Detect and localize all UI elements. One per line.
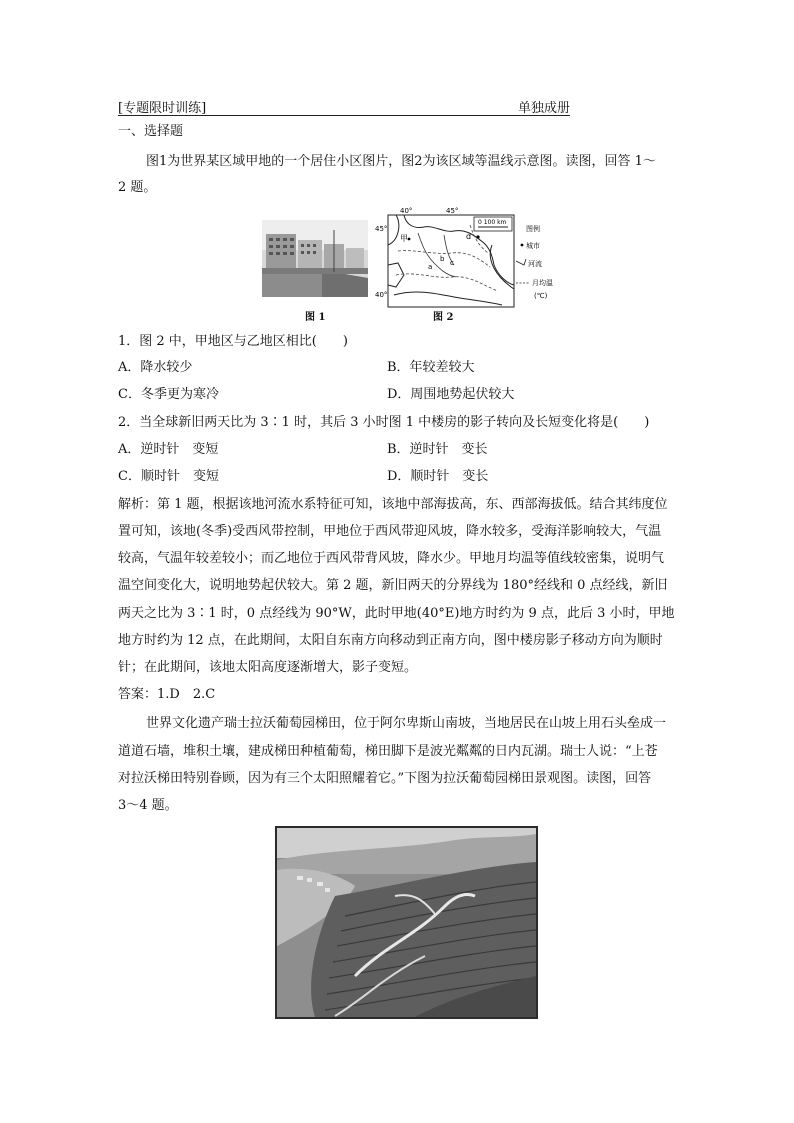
- vineyard-photo: [275, 826, 538, 1019]
- legend-isotherm: 月均温: [532, 279, 553, 287]
- q1-option-a: A．降水较少: [118, 360, 193, 375]
- q1-stem: 1．图 2 中，甲地区与乙地区相比( ): [118, 334, 348, 349]
- analysis-line-7: 针；在此期间，该地太阳高度逐渐增大，影子变短。: [118, 660, 418, 675]
- lon-label-45: 45°: [446, 207, 459, 215]
- point-d: d: [466, 232, 472, 241]
- point-c: c: [450, 259, 454, 267]
- intro2-line-1: 世界文化遗产瑞士拉沃葡萄园梯田，位于阿尔卑斯山南坡，当地居民在山坡上用石头垒成一: [146, 716, 667, 731]
- q2-option-c: C．顺时针 变短: [118, 469, 219, 484]
- intro1-line2: 2 题。: [118, 180, 157, 195]
- legend-unit: (℃): [534, 292, 548, 300]
- point-b: b: [440, 255, 445, 263]
- q1-option-d: D．周围地势起伏较大: [387, 387, 515, 402]
- header-left: [专题限时训练]: [118, 101, 207, 116]
- q1-option-b: B．年较差较大: [387, 360, 475, 375]
- page-header: [118, 97, 570, 116]
- figure-2-caption: 图 2: [433, 312, 454, 323]
- point-jia: 甲: [400, 234, 408, 243]
- q2-option-a: A．逆时针 变短: [118, 442, 219, 457]
- lat-label-40: 40°: [375, 291, 388, 299]
- analysis-line-1: 解析：第 1 题，根据该地河流水系特征可知，该地中部海拔高，东、西部海拔低。结合其纬度位: [118, 497, 668, 512]
- figure-1-caption: 图 1: [305, 312, 326, 323]
- analysis-line-2: 置可知，该地(冬季)受西风带控制，甲地位于西风带迎风坡，降水较多，受海洋影响较大，气温: [118, 524, 662, 539]
- section-title: 一、选择题: [118, 124, 184, 139]
- analysis-line-4: 温空间变化大，说明地势起伏较大。第 2 题，新旧两天的分界线为 180°经线和 0 点经线，新旧: [118, 578, 668, 593]
- analysis-line-6: 地方时约为 12 点，在此期间，太阳自东南方向移动到正南方向，图中楼房影子移动方向为顺时: [118, 633, 663, 648]
- q2-option-b: B．逆时针 变长: [387, 442, 488, 457]
- scale-label: 0 100 km: [478, 219, 507, 226]
- q2-option-d: D．顺时针 变长: [387, 469, 489, 484]
- intro2-line-4: 3～4 题。: [118, 798, 178, 813]
- header-right: 单独成册: [517, 101, 570, 116]
- legend-river: 河流: [528, 260, 542, 268]
- figure-2-map: [374, 205, 560, 309]
- figure-1-photo: [262, 220, 368, 297]
- legend-title: 图例: [526, 225, 540, 233]
- q1-option-c: C．冬季更为寒冷: [118, 387, 219, 402]
- answer-line: 答案：1.D 2.C: [118, 687, 216, 702]
- intro2-line-2: 道道石墙，堆积土壤，建成梯田种植葡萄，梯田脚下是波光粼粼的日内瓦湖。瑞士人说：“上苍: [118, 744, 658, 759]
- lon-label-40: 40°: [400, 207, 413, 215]
- analysis-line-3: 较高，气温年较差较小；而乙地位于西风带背风坡，降水少。甲地月均温等值线较密集，说明气: [118, 551, 665, 566]
- point-a: a: [428, 263, 433, 271]
- legend-city: 城市: [526, 242, 540, 250]
- intro1-line1: 图1为世界某区域甲地的一个居住小区图片，图2为该区域等温线示意图。读图，回答 1～: [146, 154, 656, 169]
- analysis-line-5: 两天之比为 3∶1 时，0 点经线为 90°W，此时甲地(40°E)地方时约为 9 点，此后 3 小时，甲地: [118, 606, 675, 621]
- q2-stem: 2．当全球新旧两天比为 3∶1 时，其后 3 小时图 1 中楼房的影子转向及长短变化将是( ): [118, 415, 650, 430]
- intro2-line-3: 对拉沃梯田特别眷顾，因为有三个太阳照耀着它。”下图为拉沃葡萄园梯田景观图。读图，回答: [118, 771, 652, 786]
- lat-label-45: 45°: [375, 225, 388, 233]
